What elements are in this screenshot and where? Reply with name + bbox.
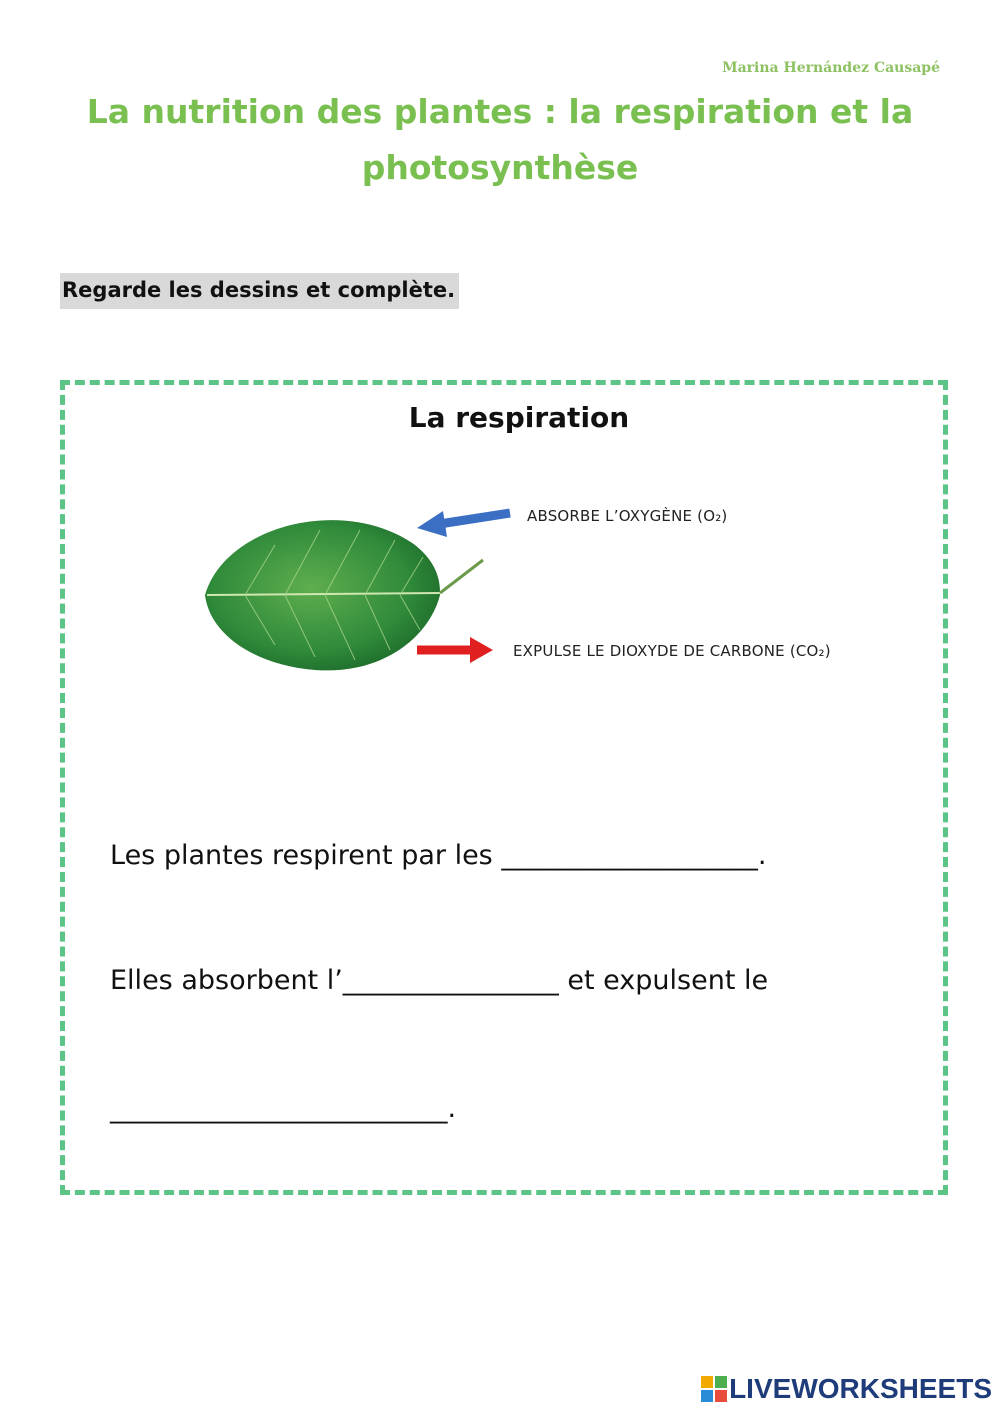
sentence-2: Elles absorbent l’________________ et expulsent le: [110, 965, 769, 996]
logo-text: LIVEWORKSHEETS: [729, 1373, 992, 1404]
arrow-in-icon: [417, 511, 510, 537]
respiration-section: [60, 380, 948, 1195]
liveworksheets-logo: [701, 1373, 992, 1405]
absorb-label: ABSORBE L’OXYGÈNE (O₂): [527, 507, 728, 525]
author-name: Marina Hernández Causapé: [722, 60, 940, 76]
sentence-1: Les plantes respirent par les ___________________.: [110, 840, 767, 871]
section-title: La respiration: [408, 401, 630, 434]
expel-label: EXPULSE LE DIOXYDE DE CARBONE (CO₂): [513, 642, 831, 660]
instruction-text: Regarde les dessins et complète.: [60, 273, 459, 309]
leaf-diagram: [185, 485, 885, 695]
page-title: La nutrition des plantes : la respiration et la photosynthèse: [86, 92, 914, 187]
arrow-out-icon: [417, 637, 493, 663]
sentence-3: _________________________.: [110, 1093, 457, 1124]
logo-icon: [701, 1376, 727, 1402]
